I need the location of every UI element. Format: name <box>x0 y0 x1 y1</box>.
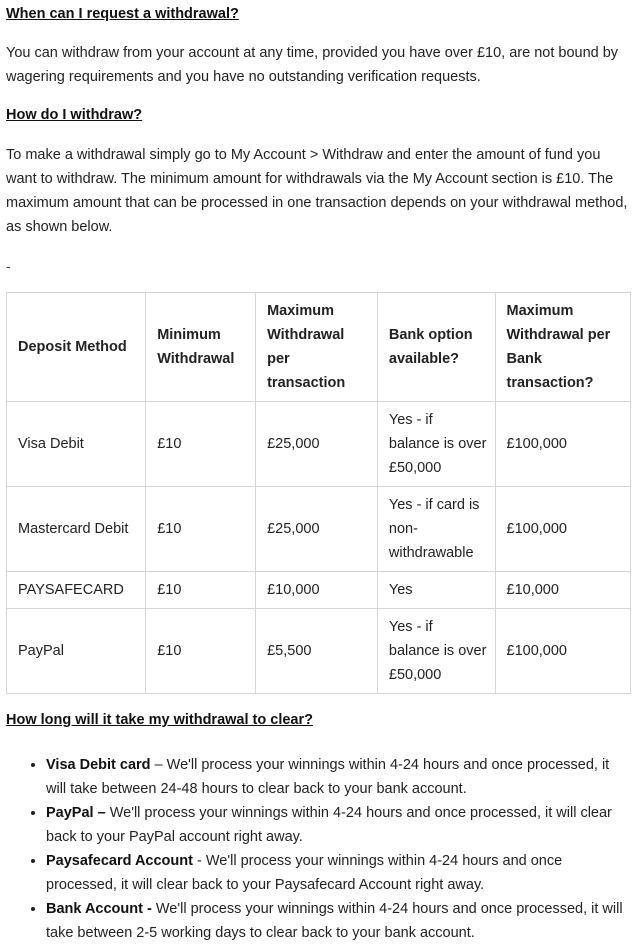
header-deposit-method: Deposit Method <box>7 293 146 402</box>
cell-maximum-withdrawal: £25,000 <box>256 487 378 572</box>
cell-bank-option: Yes - if balance is over £50,000 <box>377 402 495 487</box>
header-maximum-withdrawal: Maximum Withdrawal per transaction <box>256 293 378 402</box>
table-header-row <box>7 293 631 402</box>
list-item-text: We'll process your winnings within 4-24 hours and once processed, it will clear back to your Paysafecard Account right away. <box>46 853 563 893</box>
paragraph-how-to-withdraw: To make a withdrawal simply go to My Account > Withdraw and enter the amount of fund you want to withdraw. The minimum amount for withdrawals via the My Account section is £10. The maximum amount that can be processed in one transaction depends on your withdrawal method, as shown below. <box>6 147 628 235</box>
cell-minimum-withdrawal: £10 <box>146 609 256 694</box>
table-row <box>7 402 631 487</box>
cell-max-bank-withdrawal: £100,000 <box>495 609 631 694</box>
cell-bank-option: Yes <box>377 572 495 609</box>
cell-deposit-method: Visa Debit <box>7 402 146 487</box>
list-item <box>46 849 632 897</box>
list-item <box>46 897 632 945</box>
cell-minimum-withdrawal: £10 <box>146 402 256 487</box>
list-item-separator: – <box>150 757 167 773</box>
cell-max-bank-withdrawal: £100,000 <box>495 402 631 487</box>
table-row <box>7 572 631 609</box>
list-item-text: We'll process your winnings within 4-24 hours and once processed, it will clear back to your PayPal account right away. <box>46 805 612 845</box>
header-max-bank-withdrawal: Maximum Withdrawal per Bank transaction? <box>495 293 631 402</box>
list-item-separator: - <box>192 853 206 869</box>
cell-bank-option: Yes - if balance is over £50,000 <box>377 609 495 694</box>
cell-max-bank-withdrawal: £100,000 <box>495 487 631 572</box>
heading-request-withdrawal: When can I request a withdrawal? <box>6 6 239 22</box>
list-item <box>46 801 632 849</box>
list-item <box>46 753 632 801</box>
separator-dash: - <box>6 258 11 274</box>
cell-deposit-method: PayPal <box>7 609 146 694</box>
table-row <box>7 487 631 572</box>
cell-minimum-withdrawal: £10 <box>146 572 256 609</box>
heading-clearing-time: How long will it take my withdrawal to clear? <box>6 712 313 728</box>
cell-minimum-withdrawal: £10 <box>146 487 256 572</box>
list-item-label: Paysafecard Account <box>46 853 193 869</box>
paragraph-request-withdrawal: You can withdraw from your account at any time, provided you have over £10, are not bound by wagering requirements and you have no outstanding verification requests. <box>6 45 619 85</box>
cell-maximum-withdrawal: £5,500 <box>256 609 378 694</box>
heading-how-to-withdraw: How do I withdraw? <box>6 107 143 123</box>
cell-deposit-method: Mastercard Debit <box>7 487 146 572</box>
cell-maximum-withdrawal: £25,000 <box>256 402 378 487</box>
list-item-label: PayPal – <box>46 805 106 821</box>
cell-max-bank-withdrawal: £10,000 <box>495 572 631 609</box>
list-item-label: Visa Debit card <box>46 757 151 773</box>
list-item-label: Bank Account - <box>46 901 152 917</box>
header-minimum-withdrawal: Minimum Withdrawal <box>146 293 256 402</box>
list-item-text: We'll process your winnings within 4-24 hours and once processed, it will take between 24-48 hours to clear back to your bank account. <box>46 757 610 797</box>
cell-bank-option: Yes - if card is non-withdrawable <box>377 487 495 572</box>
clearing-times-list <box>6 753 632 945</box>
list-item-text: We'll process your winnings within 4-24 hours and once processed, it will take between 2-5 working days to clear back to your bank account. <box>46 901 623 941</box>
table-row <box>7 609 631 694</box>
cell-maximum-withdrawal: £10,000 <box>256 572 378 609</box>
cell-deposit-method: PAYSAFECARD <box>7 572 146 609</box>
withdrawal-limits-table <box>6 292 631 694</box>
header-bank-option: Bank option available? <box>377 293 495 402</box>
